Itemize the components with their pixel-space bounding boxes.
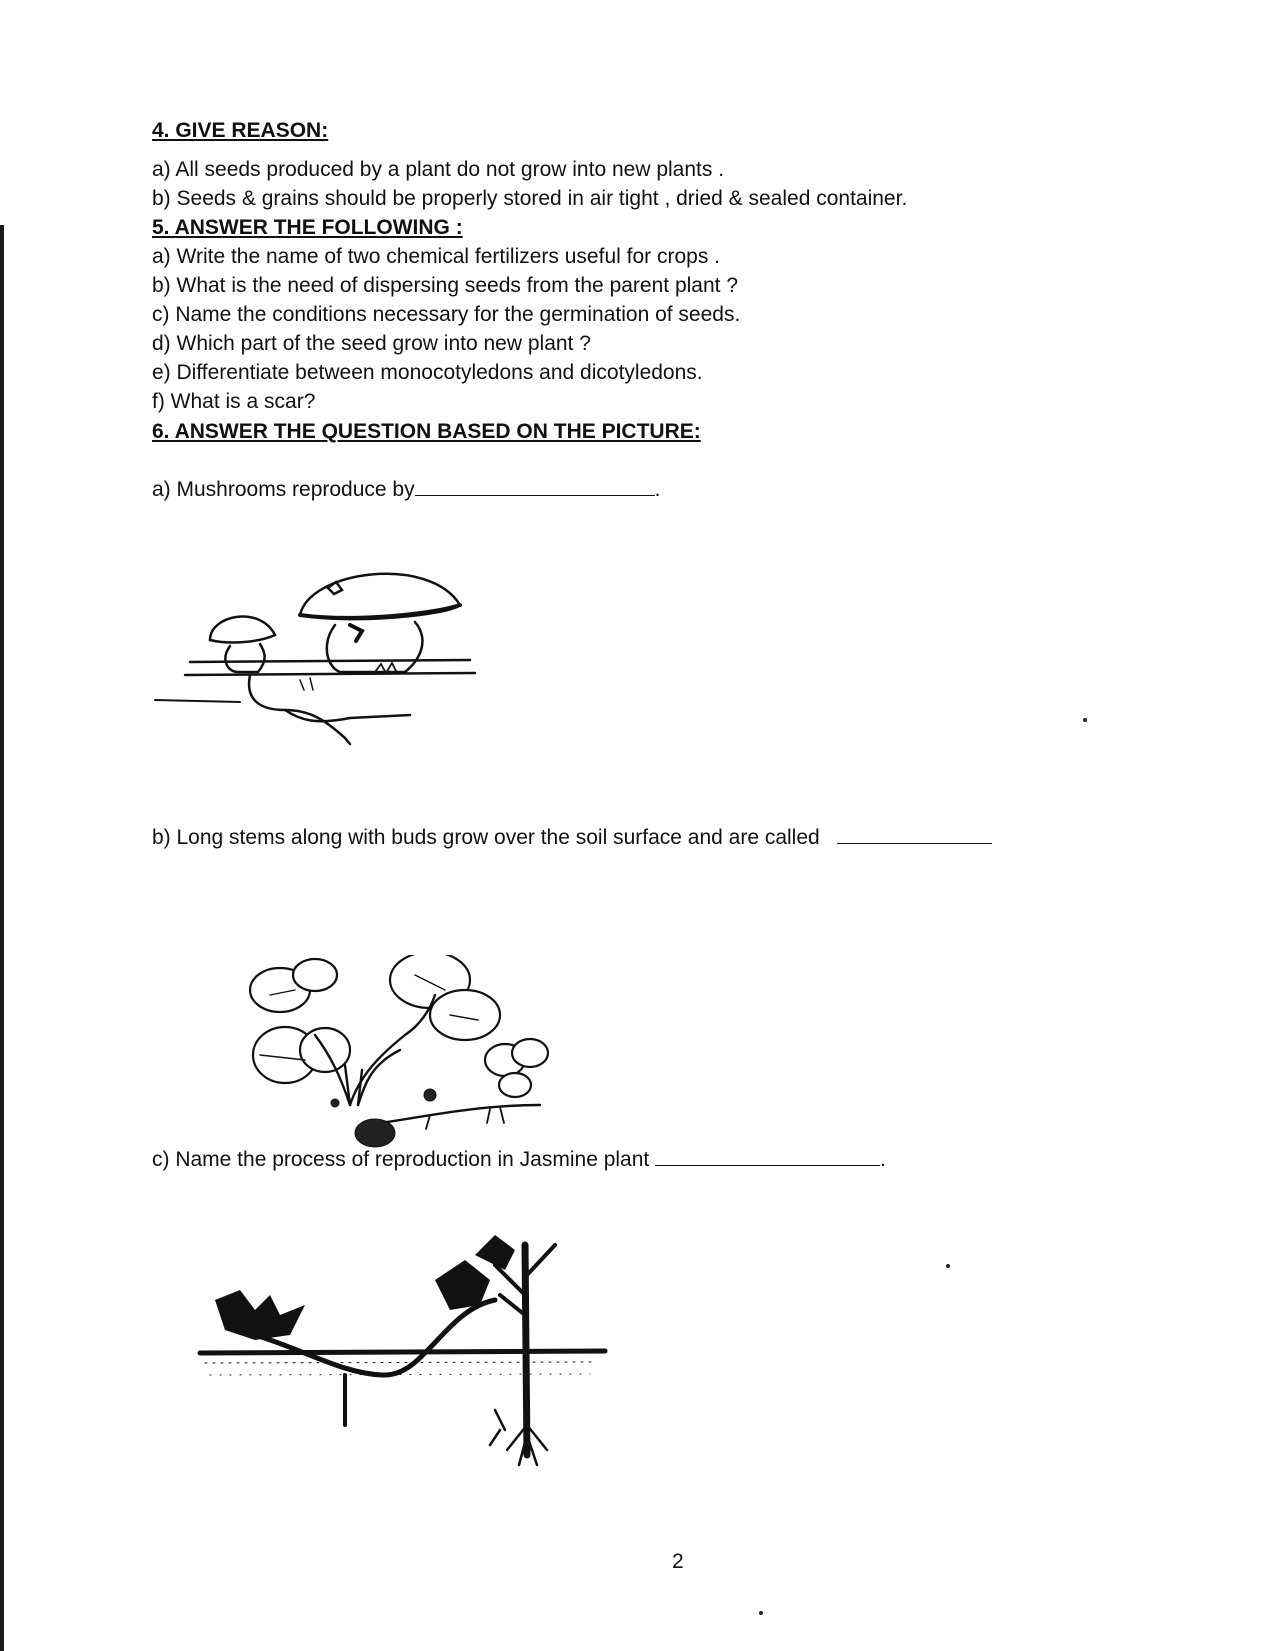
answer-blank-6b xyxy=(837,825,992,844)
scan-speck xyxy=(1083,718,1087,722)
section-4-item-b: b) Seeds & grains should be properly stored in air tight , dried & sealed container. xyxy=(152,187,908,210)
section-5-item-b: b) What is the need of dispersing seeds from the parent plant ? xyxy=(152,274,739,297)
question-6b xyxy=(152,825,992,851)
section-5-item-a: a) Write the name of two chemical fertilizers useful for crops . xyxy=(152,245,720,268)
answer-blank-6c xyxy=(655,1147,880,1166)
question-6a-end: . xyxy=(654,478,661,501)
section-4-item-a: a) All seeds produced by a plant do not grow into new plants . xyxy=(152,158,725,181)
question-6a-text: a) Mushrooms reproduce by xyxy=(152,478,415,501)
section-5-item-d: d) Which part of the seed grow into new plant ? xyxy=(152,332,591,355)
scan-speck xyxy=(759,1611,763,1615)
section-5-item-f: f) What is a scar? xyxy=(152,390,316,413)
question-6c-text: c) Name the process of reproduction in Jasmine plant xyxy=(152,1148,650,1171)
section-5-item-e: e) Differentiate between monocotyledons and dicotyledons. xyxy=(152,361,703,384)
strawberry-runner-illustration-icon xyxy=(240,955,560,1165)
question-6c-end: . xyxy=(880,1148,886,1171)
question-6a xyxy=(152,477,660,503)
section-4-heading: 4. GIVE REASON: xyxy=(152,119,329,142)
scan-speck xyxy=(946,1264,950,1268)
section-5-heading: 5. ANSWER THE FOLLOWING : xyxy=(152,216,463,239)
section-5-item-c: c) Name the conditions necessary for the germination of seeds. xyxy=(152,303,741,326)
section-6-heading: 6. ANSWER THE QUESTION BASED ON THE PICTURE: xyxy=(152,420,701,443)
page-number: 2 xyxy=(672,1550,684,1573)
question-6b-text: b) Long stems along with buds grow over the soil surface and are called xyxy=(152,826,820,849)
jasmine-layering-illustration-icon xyxy=(195,1225,615,1470)
scan-edge xyxy=(0,225,4,1651)
mushroom-illustration-icon xyxy=(150,560,490,780)
answer-blank-6a xyxy=(415,477,655,496)
question-6c xyxy=(152,1147,886,1173)
